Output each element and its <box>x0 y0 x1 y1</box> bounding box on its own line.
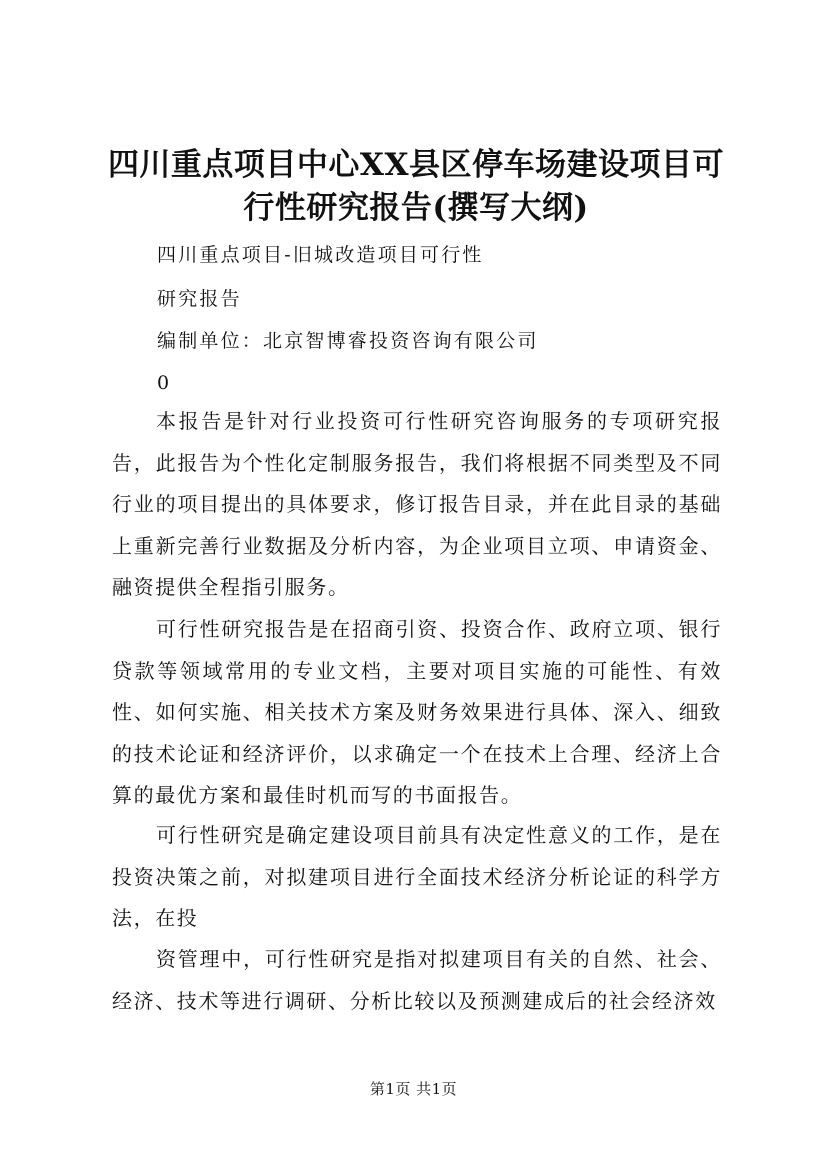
subtitle-report-line: 研究报告 <box>157 288 242 310</box>
paragraph-intro: 本报告是针对行业投资可行性研究咨询服务的专项研究报告，此报告为个性化定制服务报告，我们将根据不同类型及不同行业的项目提出的具体要求，修订报告目录，并在此目录的基础上重新完善行业数据及分析内容，为企业项目立项、申请资金、融资提供全程指引服务。 <box>112 409 722 599</box>
paragraph-significance: 可行性研究是确定建设项目前具有决定性意义的工作，是在投资决策之前，对拟建项目进行全面技术经济分析论证的科学方法，在投 <box>112 823 722 930</box>
document-title: 四川重点项目中心XX县区停车场建设项目可行性研究报告(撰写大纲) <box>107 147 725 226</box>
paragraph-management: 资管理中，可行性研究是指对拟建项目有关的自然、社会、经济、技术等进行调研、分析比较以及预测建成后的社会经济效 <box>112 947 722 1013</box>
compiler-line: 编制单位：北京智博睿投资咨询有限公司 <box>157 330 539 352</box>
subtitle-project-line: 四川重点项目-旧城改造项目可行性 <box>157 244 484 266</box>
page-footer: 第1页 共1页 <box>369 1080 458 1098</box>
page-marker-line: 0 <box>157 372 172 394</box>
paragraph-definition: 可行性研究报告是在招商引资、投资合作、政府立项、银行贷款等领域常用的专业文档，主要对项目实施的可能性、有效性、如何实施、相关技术方案及财务效果进行具体、深入、细致的技术论证和经济评价，以求确定一个在技术上合理、经济上合算的最优方案和最佳时机而写的书面报告。 <box>112 617 722 807</box>
